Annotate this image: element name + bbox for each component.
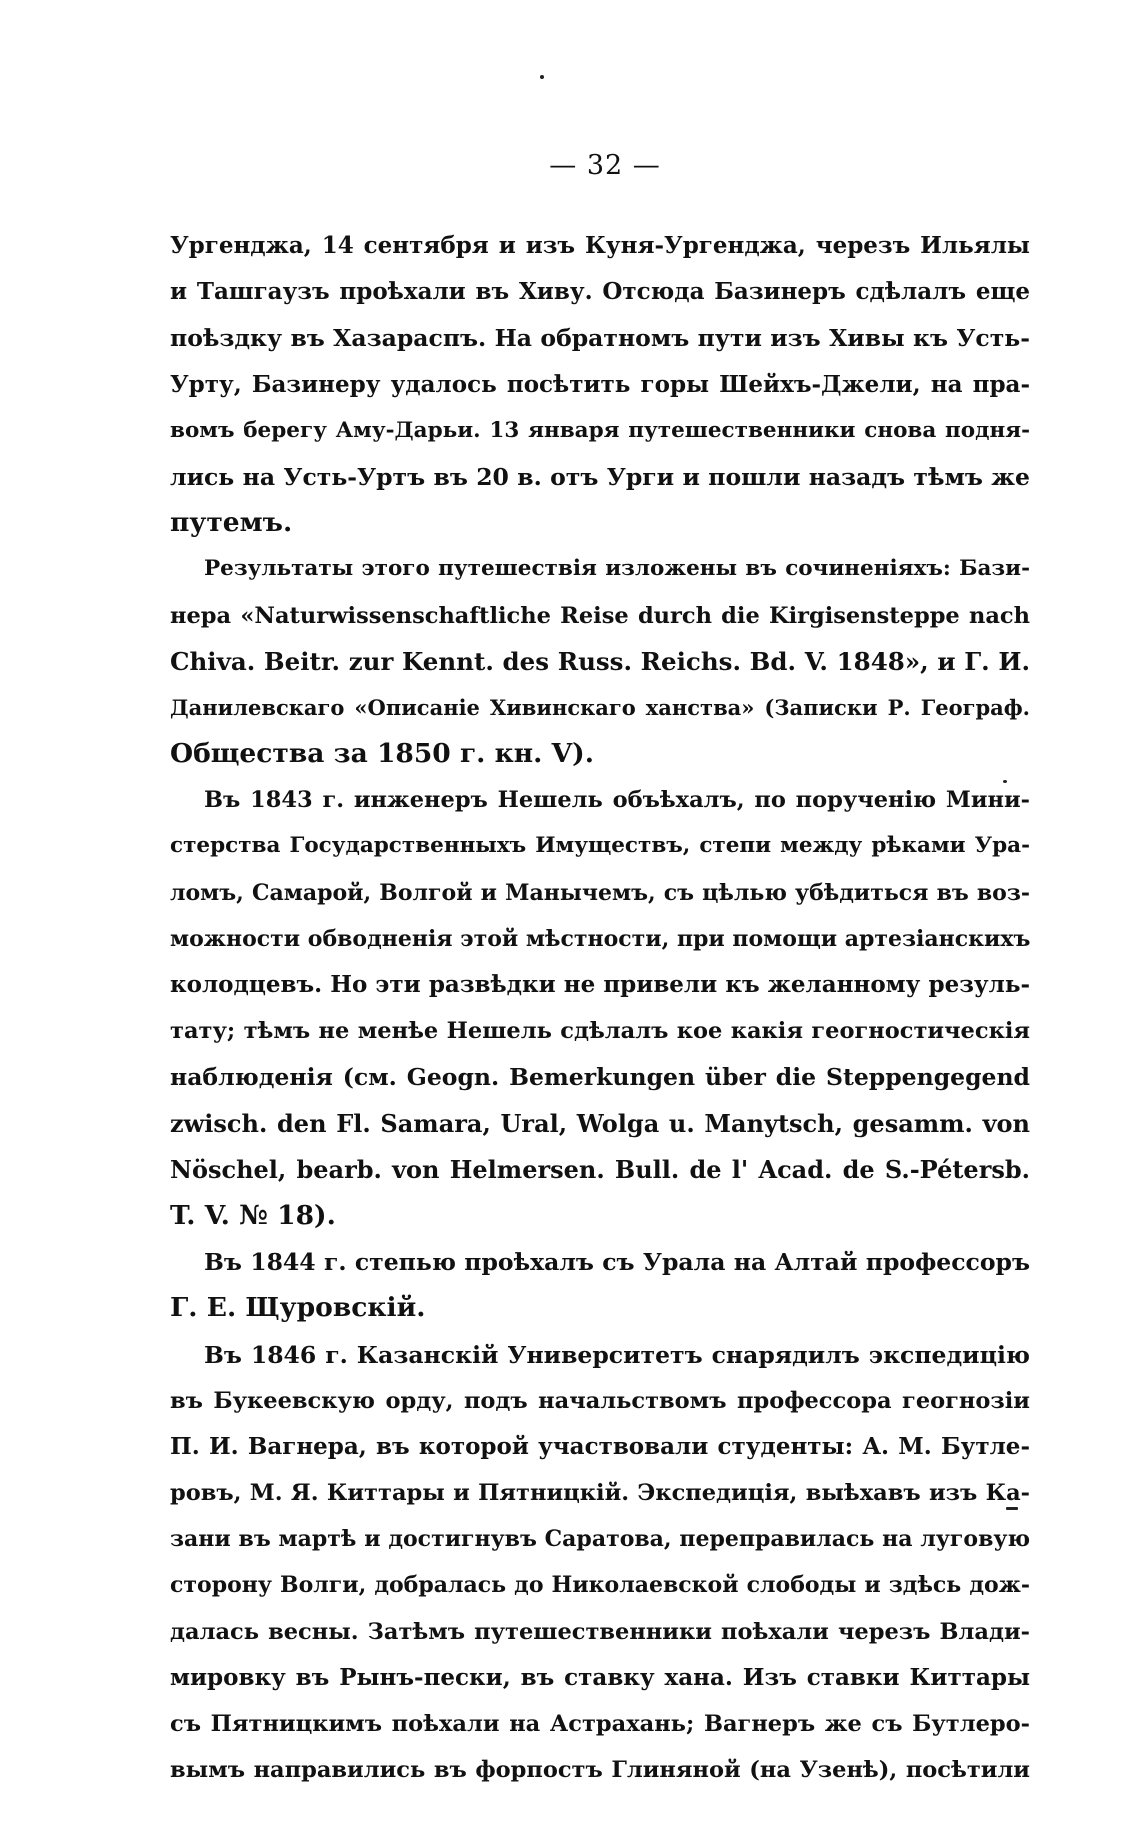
text-line: Въ 1843 г. инженеръ Нешель объѣхалъ, по порученію Мини-	[204, 787, 1030, 814]
text-line: колодцевъ. Но эти развѣдки не привели къ желанному резуль-	[170, 971, 1030, 998]
text-line: лись на Усть-Уртъ въ 20 в. отъ Урги и пошли назадъ тѣмъ же	[170, 462, 1030, 491]
text-line: Chiva. Beitr. zur Kennt. des Russ. Reichs. Bd. V. 1848», и Г. И.	[170, 646, 1030, 676]
text-line: Результаты этого путешествія изложены въ сочиненіяхъ: Бази-	[204, 556, 1030, 582]
text-line: Ургенджа, 14 сентября и изъ Куня-Ургенджа, черезъ Ильялы	[170, 232, 1030, 259]
text-line: можности обводненія этой мѣстности, при помощи артезіанскихъ	[170, 925, 1031, 952]
text-line: сторону Волги, добралась до Николаевской слободы и здѣсь дож-	[170, 1572, 1030, 1599]
text-line: Общества за 1850 г. кн. V).	[170, 738, 594, 770]
text-line: нера «Naturwissenschaftliche Reise durch die Kirgisensteppe nach	[170, 602, 1030, 629]
text-line: Г. Е. Щуровскій.	[170, 1292, 426, 1324]
text-line: Въ 1844 г. степью проѣхалъ съ Урала на Алтай профессоръ	[204, 1248, 1030, 1277]
text-line: вомъ берегу Аму-Дарьи. 13 января путешественники снова подня-	[170, 417, 1030, 443]
text-line: Данилевскаго «Описаніе Хивинскаго ханства» (Записки Р. Географ.	[170, 694, 1030, 720]
text-line: мировку въ Рынъ-пески, въ ставку хана. Изъ ставки Киттары	[170, 1663, 1030, 1691]
text-line: и Ташгаузъ проѣхали въ Хиву. Отсюда Базинеръ сдѣлалъ еще	[170, 278, 1030, 306]
book-page	[170, 150, 1030, 1793]
text-line: далась весны. Затѣмъ путешественники поѣхали черезъ Влади-	[170, 1618, 1030, 1645]
text-line: T. V. № 18).	[170, 1199, 336, 1231]
text-line: П. И. Вагнера, въ которой участвовали студенты: А. М. Бутле-	[170, 1432, 1030, 1460]
text-line: съ Пятницкимъ поѣхали на Астрахань; Вагнеръ же съ Бутлеро-	[170, 1711, 1030, 1737]
text-line: Nöschel, bearb. von Helmersen. Bull. de l' Acad. de S.-Pétersb.	[170, 1154, 1030, 1184]
text-line: ломъ, Самарой, Волгой и Манычемъ, съ цѣлью убѣдиться въ воз-	[170, 879, 1030, 906]
body-text	[170, 223, 1030, 1793]
text-line: путемъ.	[170, 507, 293, 539]
text-line: Въ 1846 г. Казанскій Университетъ снарядилъ экспедицію	[204, 1340, 1030, 1369]
text-line: въ Букеевскую орду, подъ начальствомъ профессора геогнозіи	[170, 1387, 1030, 1414]
print-speck	[540, 75, 544, 79]
text-line: вымъ направились въ форпостъ Глиняной (на Узенѣ), посѣтили	[170, 1757, 1030, 1784]
text-line: Урту, Базинеру удалось посѣтить горы Шейхъ-Джели, на пра-	[170, 370, 1030, 398]
text-line: наблюденія (см. Geogn. Bemerkungen über die Steppengegend	[170, 1063, 1030, 1092]
text-line: зани въ мартѣ и достигнувъ Саратова, переправилась на луговую	[170, 1526, 1030, 1553]
text-line: ровъ, М. Я. Киттары и Пятницкій. Экспедиція, выѣхавъ изъ Ка-	[170, 1480, 1030, 1507]
text-line: тату; тѣмъ не менѣе Нешель сдѣлалъ кое какія геогностическія	[170, 1018, 1030, 1045]
text-line: стерства Государственныхъ Имуществъ, степи между рѣками Ура-	[170, 833, 1030, 859]
page-number: — 32 —	[549, 150, 661, 181]
text-line: zwisch. den Fl. Samara, Ural, Wolga u. Manytsch, gesamm. von	[170, 1108, 1030, 1138]
text-line: поѣздку въ Хазараспъ. На обратномъ пути изъ Хивы къ Усть-	[170, 324, 1030, 353]
